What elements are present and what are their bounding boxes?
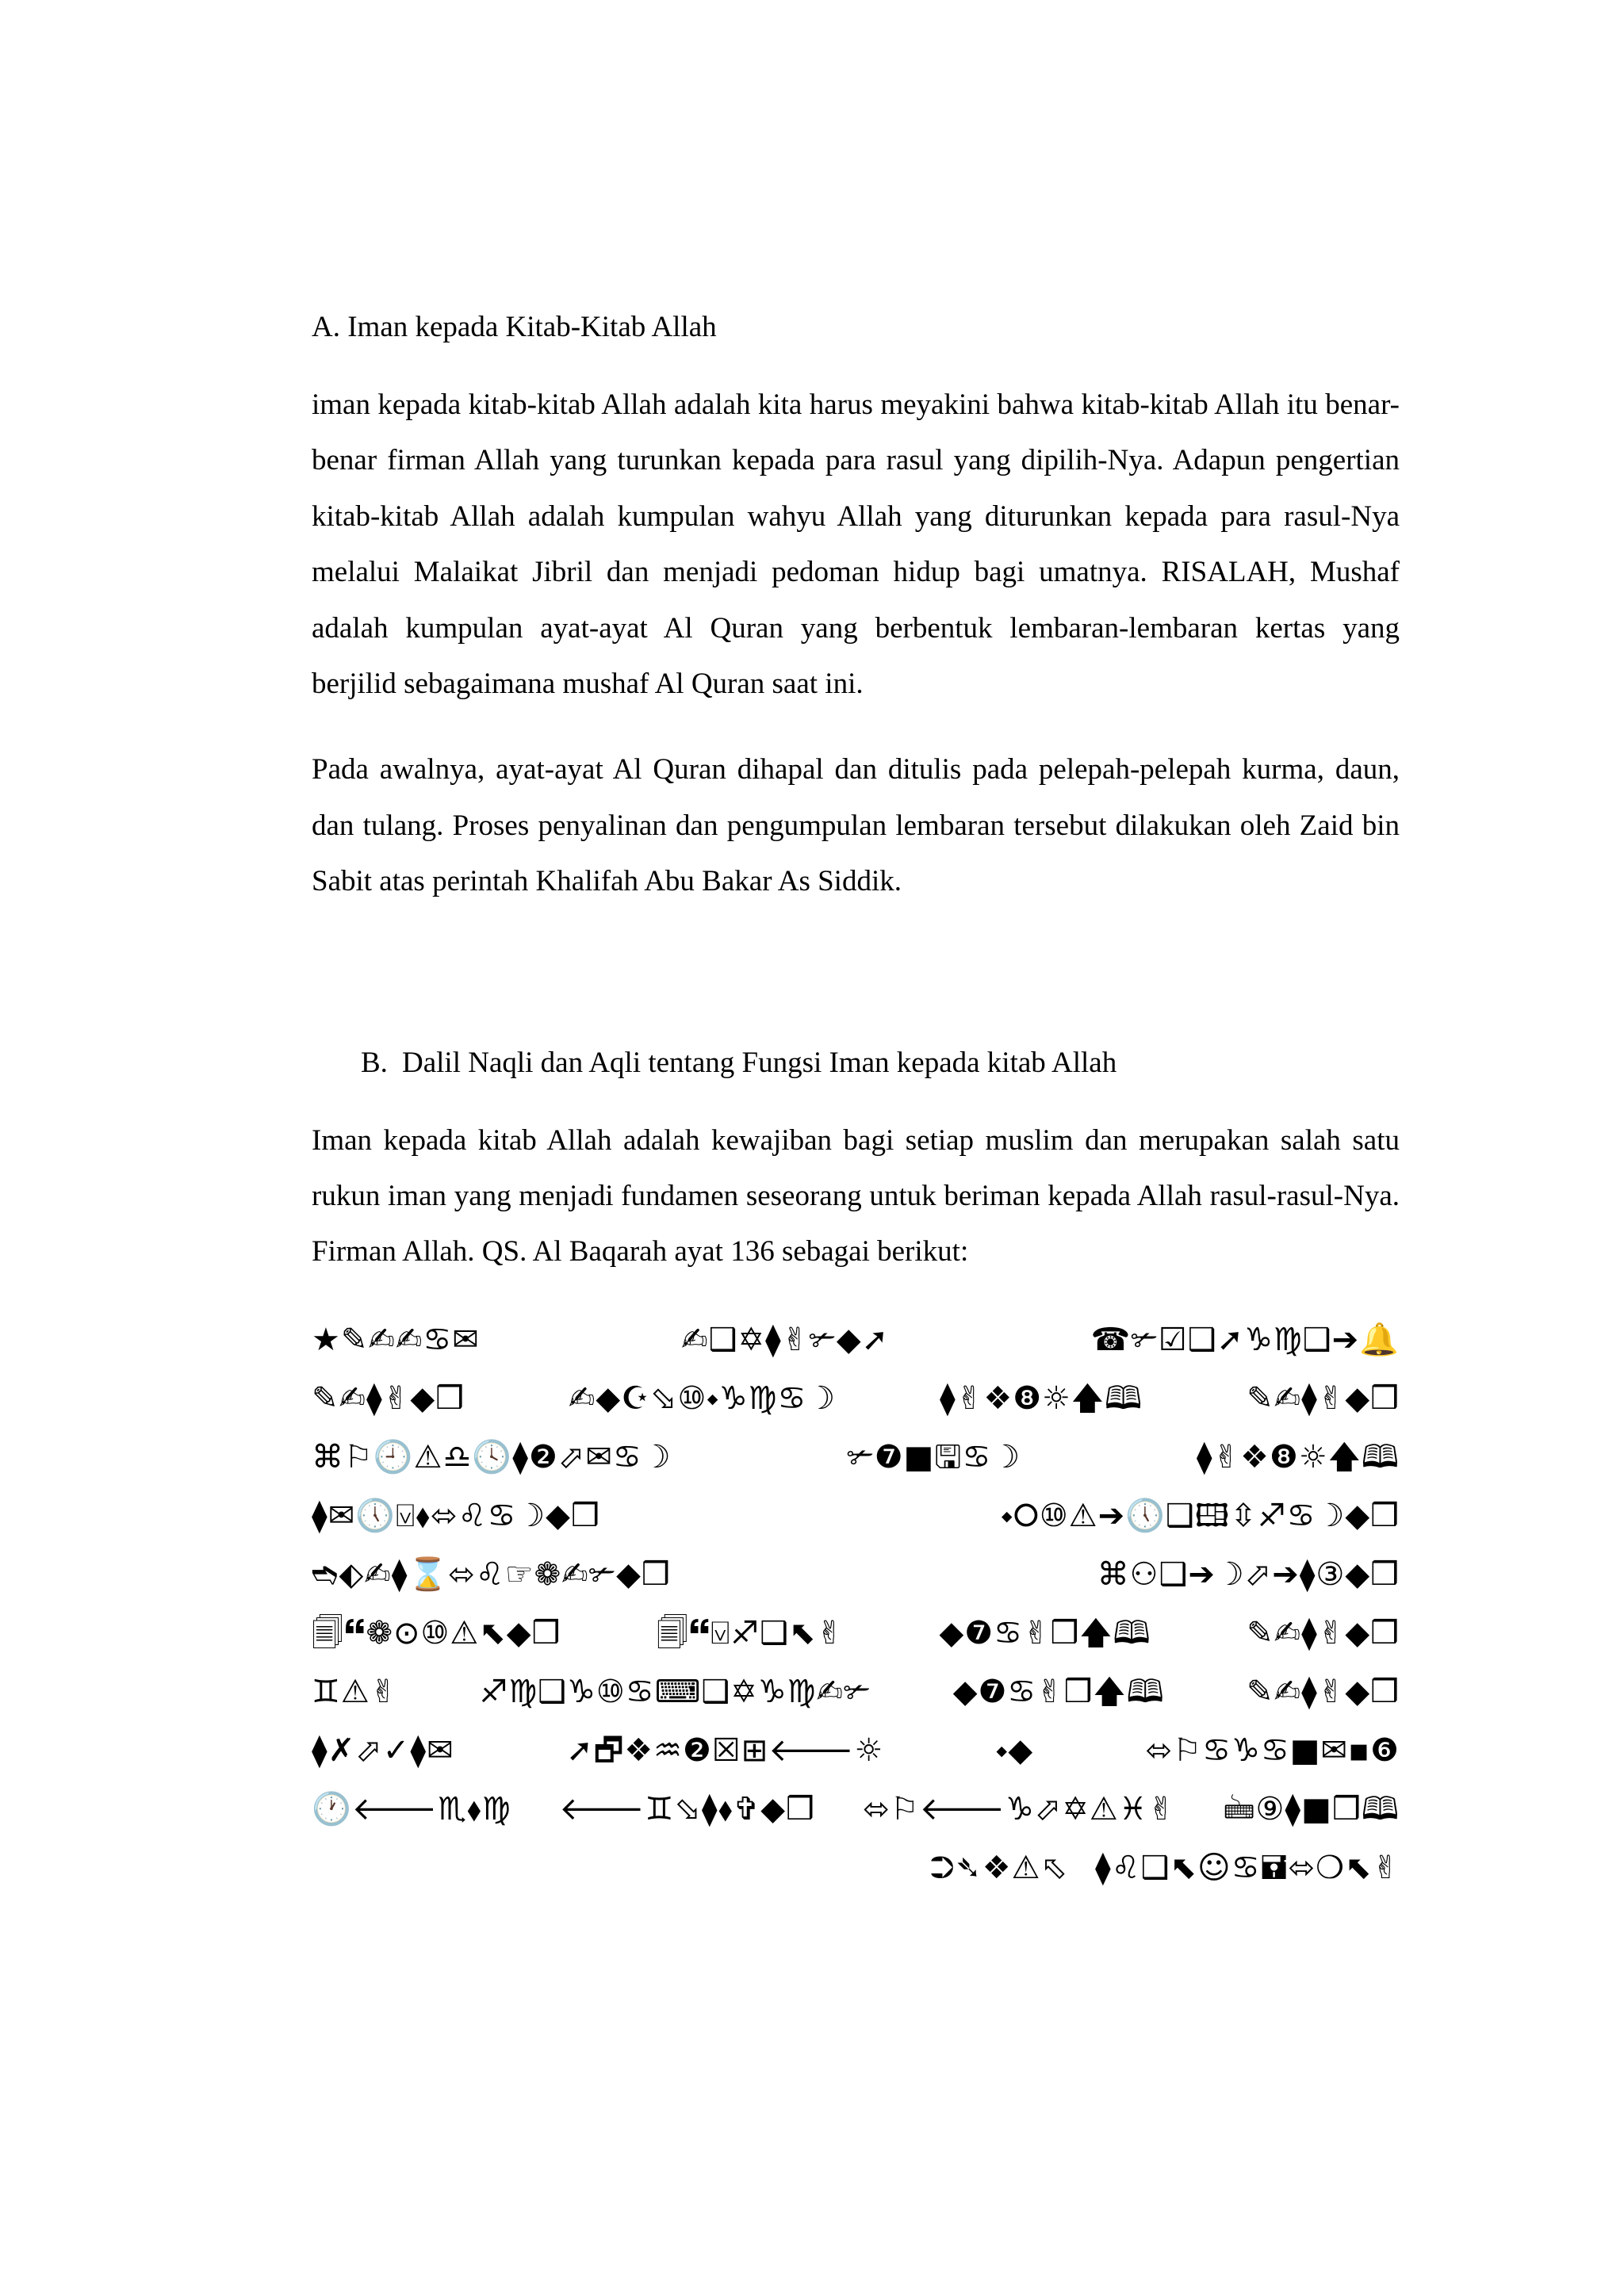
symbol-word: ⬄⚐🡐♑⬀✡⚠♓✌ <box>863 1790 1176 1827</box>
symbol-word: 🗐🙶⍌♐❑⬉✌ <box>656 1614 845 1651</box>
symbol-word: ⌘⚇❑➔☽⬀➔⧫③◆❒ <box>1097 1556 1400 1593</box>
symbol-word: ◆❼♋✌❒🡅🕮 <box>939 1614 1151 1651</box>
symbol-word: ➬⬖✍⧫⌛⬄♌☞❁✍✃◆❒ <box>312 1556 671 1593</box>
symbol-word: 🡐♊⬂⧫⬧✞◆❒ <box>559 1790 815 1827</box>
symbol-word: ♐♍❑♑⑩♋⌨❑✡♑♍✍✃ <box>479 1673 871 1710</box>
symbol-word: ✎✍⧫✌◆❒ <box>1247 1380 1400 1417</box>
symbol-word: ✍◆☪⬂⑩⬩♑♍♋☽ <box>568 1380 837 1417</box>
symbol-line <box>312 1780 1400 1839</box>
symbol-word: ✎✍⧫✌◆❒ <box>312 1380 465 1417</box>
section-b-marker: B. <box>361 1046 388 1079</box>
symbol-word: ⌘⚐🕘⚠♎🕓⧫❷⬀✉♋☽ <box>312 1438 672 1475</box>
section-a-paragraph-2: Pada awalnya, ayat-ayat Al Quran dihapal dan ditulis pada pelepah-pelepah kurma, daun, dan tulang. Proses penyalinan dan pengumpulan lembaran tersebut dilakukan oleh Zaid bin Sabit atas perintah Khalifah Abu Bakar As Siddik. <box>312 753 1400 898</box>
section-a-heading: A. Iman kepada Kitab-Kitab Allah <box>312 311 717 343</box>
symbol-line <box>312 1311 1400 1369</box>
symbol-line <box>312 1839 1400 1897</box>
symbol-font-verse-block <box>312 1311 1400 1897</box>
symbol-line <box>312 1604 1400 1663</box>
symbol-word: ★✎✍✍♋✉ <box>312 1321 480 1358</box>
symbol-word: ⬩◆ <box>995 1732 1034 1769</box>
symbol-word: 🗐🙶❁⊙⑩⚠⬉◆❒ <box>312 1614 561 1651</box>
symbol-word: ⬄⚐♋♑♋■✉▪❻ <box>1145 1732 1400 1769</box>
symbol-line <box>312 1369 1400 1428</box>
symbol-word: 🖮⑨⧫■❒🕮 <box>1223 1790 1400 1827</box>
symbol-word: ⮊➴❖⚠⬁ <box>929 1849 1069 1886</box>
symbol-line <box>312 1487 1400 1545</box>
symbol-word: ✍❑✡⧫✌✃◆➚ <box>681 1321 890 1358</box>
symbol-word: ⧫✗⬀✓⧫✉ <box>312 1732 454 1769</box>
symbol-word: ☎✃☑❑➚♑♍❑➔🔔 <box>1090 1321 1400 1358</box>
section-a-paragraph-1: iman kepada kitab-kitab Allah adalah kita harus meyakini bahwa kitab-kitab Allah itu benar-benar firman Allah yang turunkan kepada para rasul yang dipilih-Nya. Adapun pengertian kitab-kitab Allah adalah kumpulan wahyu Allah yang diturunkan kepada para rasul-Nya melalui Malaikat Jibril dan menjadi pedoman hidup bagi umatnya. RISALAH, Mushaf adalah kumpulan ayat-ayat Al Quran yang berbentuk lembaran-lembaran kertas yang berjilid sebagaimana mushaf Al Quran saat ini. <box>312 388 1400 701</box>
symbol-word: ⧫✉🕔⍌⬧⬄♌♋☽◆❒ <box>312 1497 600 1534</box>
section-b-heading-text: Dalil Naqli dan Aqli tentang Fungsi Iman kepada kitab Allah <box>402 1046 1117 1079</box>
symbol-line <box>312 1663 1400 1721</box>
symbol-line <box>312 1428 1400 1487</box>
symbol-word: ✃❼■🖫♋☽ <box>847 1438 1021 1475</box>
symbol-word: ➚🗗❖♒❷☒⊞🡐☼ <box>566 1732 884 1769</box>
symbol-line <box>312 1721 1400 1780</box>
section-b-heading <box>312 1043 1400 1083</box>
symbol-line <box>312 1545 1400 1604</box>
symbol-word: ⧫♌❑⬉☺♋🖬⬄❍⬉✌ <box>1095 1849 1400 1886</box>
symbol-word: ✎✍⧫✌◆❒ <box>1247 1614 1400 1651</box>
symbol-word: ◆❼♋✌❒🡅🕮 <box>952 1673 1165 1710</box>
symbol-word: ⧫✌❖❽☼🡅🕮 <box>1196 1438 1400 1475</box>
symbol-word: ⧫✌❖❽☼🡅🕮 <box>940 1380 1143 1417</box>
section-b-paragraph: Iman kepada kitab Allah adalah kewajiban bagi setiap muslim dan merupakan salah satu rukun iman yang menjadi fundamen seseorang untuk beriman kepada Allah rasul-rasul-Nya. Firman Allah. QS. Al Baqarah ayat 136 sebagai berikut: <box>312 1123 1400 1269</box>
page-content <box>312 308 1400 1897</box>
symbol-word: 🕐🡐♏⬧♍ <box>312 1790 511 1827</box>
symbol-word: ✎✍⧫✌◆❒ <box>1247 1673 1400 1710</box>
symbol-word: ♊⚠✌ <box>312 1673 398 1710</box>
symbol-word: ⬩⭘⑩⚠➔🕔❑🖽⇳♐♋☽◆❒ <box>1001 1497 1400 1534</box>
